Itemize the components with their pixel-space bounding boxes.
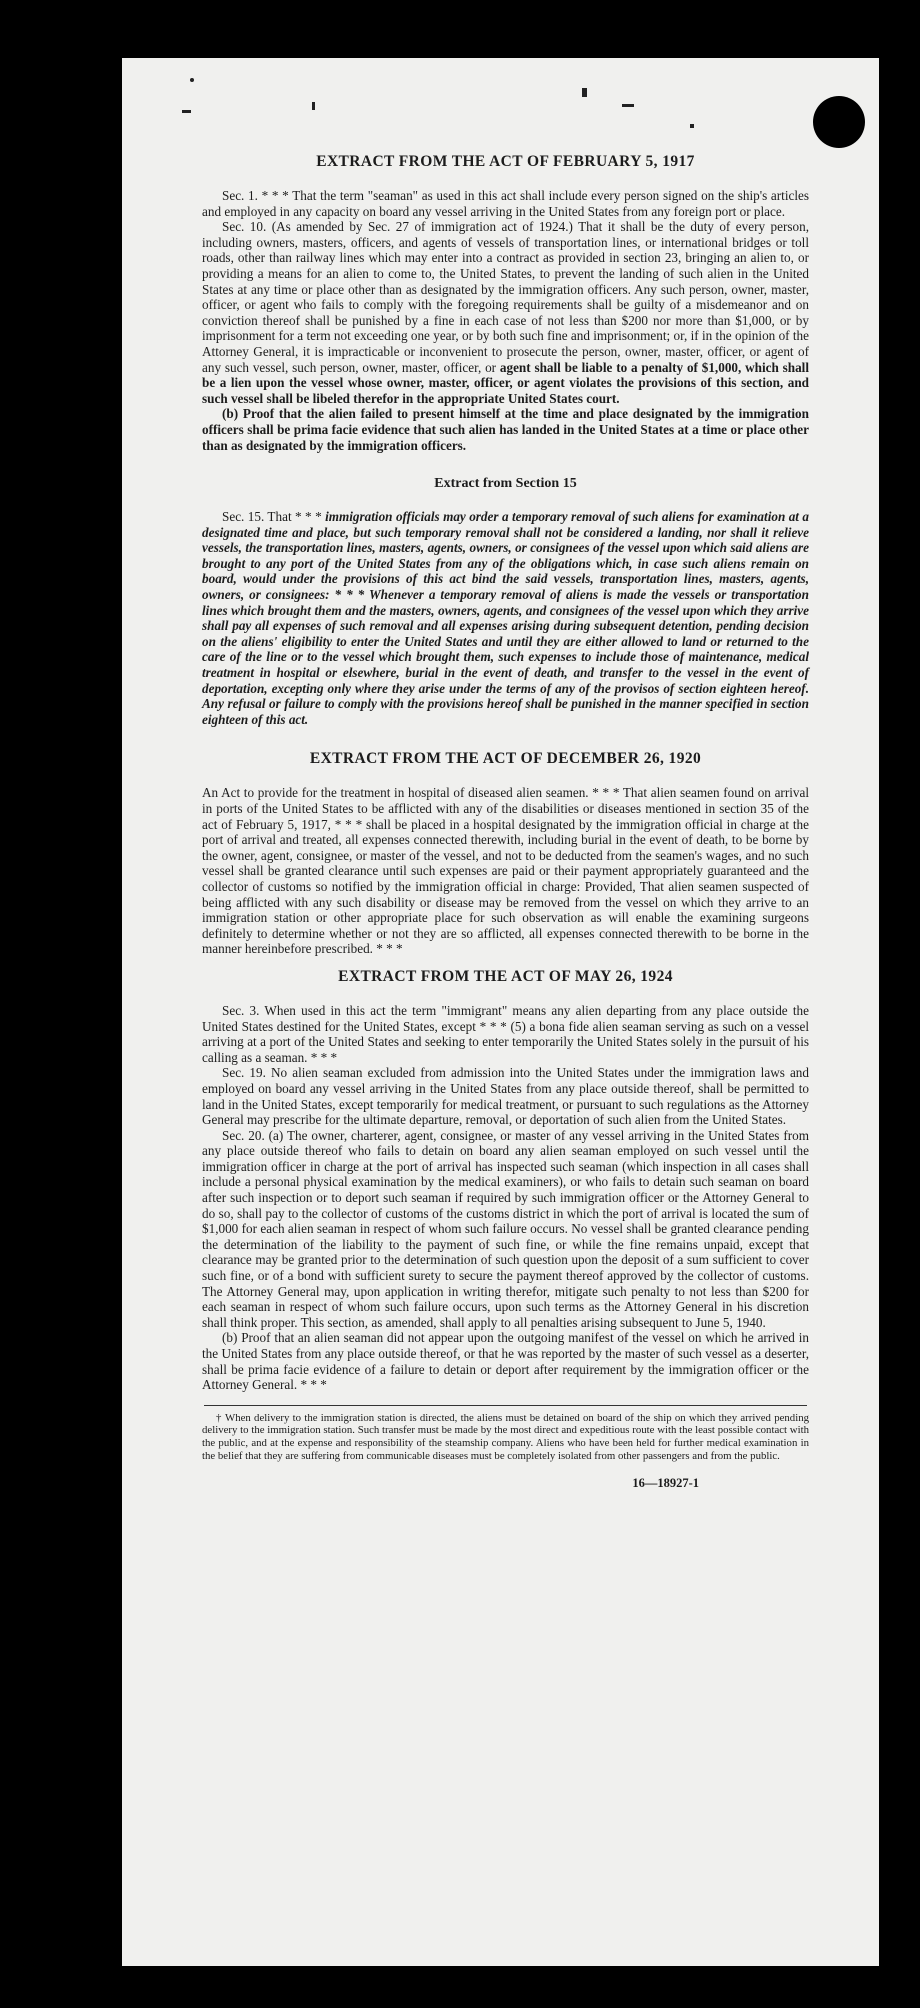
paragraph-sec-19: Sec. 19. No alien seaman excluded from admission into the United States under the immigration laws and employed on board any vessel arriving in the United States from any place outside thereof, shall be permitted to land in the United States, except temporarily for medical treatment, or pursuant to such regulations as the Attorney General may prescribe for the ultimate departure, removal, or deportation of such alien from the United States. <box>202 1065 809 1128</box>
paragraph-sec-15 <box>202 509 809 727</box>
paragraph-act-1920: An Act to provide for the treatment in hospital of diseased alien seamen. * * * That alien seamen found on arrival in ports of the United States to be afflicted with any of the disabilities or diseases mentioned in section 35 of the act of February 5, 1917, * * * shall be placed in a hospital designated by the immigration official in charge at the port of arrival and treated, all expenses connected therewith, including burial in the event of death, to be borne by the owner, agent, consignee, or master of the vessel, and not to be deducted from the seamen's wages, and no such vessel shall be granted clearance until such expenses are paid or their payment appropriately guaranteed and the collector of customs so notified by the immigration official in charge: Provided, That alien seamen suspected of being afflicted with any such disability or disease may be removed from the vessel on which they arrive to an immigration station or other appropriate place for such observation as will enable the examining surgeons definitely to determine whether or not they are so afflicted, all expenses connected therewith to be borne in the manner hereinbefore prescribed. * * * <box>202 785 809 957</box>
sec-15-lead: Sec. 15. That * * * <box>222 509 326 525</box>
paragraph-sec-20a: Sec. 20. (a) The owner, charterer, agent, consignee, or master of any vessel arriving in the United States from any place outside thereof who fails to detain on board any alien seaman employed on such vessel until the immigration officer in charge at the port of arrival has inspected such seaman (which inspection in all cases shall include a personal physical examination by the medical examiners), or who fails to detain such seaman on board after such inspection or to deport such seaman if required by such immigration officer or the Attorney General to do so, shall pay to the collector of customs of the customs district in which the port of arrival is located the sum of $1,000 for each alien seaman in respect of whom such failure occurs. No vessel shall be granted clearance pending the determination of the liability to the payment of such fine, or while the fine remains unpaid, except that clearance may be granted prior to the determination of such question upon the deposit of a sum sufficient to cover such fine, or of a bond with sufficient surety to secure the payment thereof approved by the collector of customs. The Attorney General may, upon application in writing therefor, mitigate such penalty to not less than $200 for each seaman in respect of whom such failure occurs, upon such terms as the Attorney General in his discretion shall think proper. This section, as amended, shall apply to all penalties arising subsequent to June 5, 1940. <box>202 1127 809 1330</box>
footnote-text: † When delivery to the immigration station is directed, the aliens must be detained on board of the ship on which they arrived pending delivery to the immigration station. Such transfer must be made by the most direct and expeditious route with the least possible contact with the public, and at the expense and responsibility of the steamship company. Aliens who have been held for further medical examination in the belief that they are suffering from communicable diseases must be completely isolated from other passengers and from the public. <box>202 1411 809 1462</box>
document-page <box>122 58 879 1966</box>
speck <box>312 102 315 110</box>
document-number: 16—18927-1 <box>632 1476 699 1491</box>
speck <box>582 88 587 97</box>
punch-hole <box>813 96 865 148</box>
speck <box>622 104 634 107</box>
sec-10-bold-text: agent shall be liable to a penalty of $1,000, which shall be a lien upon the vessel whose owner, master, officer, or agent violates the provisions of this section, and such vessel shall be libeled therefor in the appropriate United States court. <box>202 359 810 406</box>
sec-10-text: Sec. 10. (As amended by Sec. 27 of immigration act of 1924.) That it shall be the duty of every person, including owners, masters, officers, and agents of vessels of transportation lines, or international bridges or toll roads, other than railway lines which may enter into a contract as provided in section 23, bringing an alien to, or providing a means for an alien to come to, the United States, to prevent the landing of such alien in the United States at any time or place other than as designated by the immigration officers. Any such person, owner, master, officer, or agent who fails to comply with the foregoing requirements shall be guilty of a misdemeanor and on conviction thereof shall be punished by a fine in each case of not less than $200 nor more than $1,000, or by imprisonment for a term not exceeding one year, or by both such fine and imprisonment; or, if in the opinion of the Attorney General, it is impracticable or inconvenient to prosecute the person, owner, master, officer, or agent of any such vessel, such person, owner, master, officer, or <box>202 219 809 375</box>
speck <box>690 124 694 128</box>
heading-section-15: Extract from Section 15 <box>434 476 577 492</box>
paragraph-proof-b: (b) Proof that the alien failed to present himself at the time and place designated by the immigration officers shall be prima facie evidence that such alien has landed in the United States at a time or place other than as designated by the immigration officers. <box>202 406 809 453</box>
speck <box>190 78 194 82</box>
sec-15-italic-text: immigration officials may order a temporary removal of such aliens for examination at a designated time and place, but such temporary removal shall not be considered a landing, nor shall it relieve vessels, the transportation lines, masters, agents, owners, or consignees of the vessel upon which said aliens are brought to any port of the United States from any of the obligations which, in case such aliens remain on board, would under the provisions of this act bind the said vessels, transportation lines, masters, agents, owners, or consignees: * * * Whenever a temporary removal of aliens is made the vessels or transportation lines which brought them and the masters, owners, agents, and consignees of the vessel upon which they arrive shall pay all expenses of such removal and all expenses arising during subsequent detention, pending decision on the aliens' eligibility to enter the United States and until they are either allowed to land or returned to the care of the line or to the vessel which brought them, such expenses to include those of maintenance, medical treatment in hospital or elsewhere, burial in the event of death, and transfer to the vessel in the event of deportation, excepting only where they arise under the terms of any of the provisos of section eighteen hereof. Any refusal or failure to comply with the provisions hereof shall be punished in the manner specified in section eighteen of this act. <box>202 509 809 727</box>
heading-act-1917: EXTRACT FROM THE ACT OF FEBRUARY 5, 1917 <box>316 153 695 170</box>
paragraph-sec-3: Sec. 3. When used in this act the term "immigrant" means any alien departing from any place outside the United States destined for the United States, except * * * (5) a bona fide alien seaman serving as such on a vessel arriving at a port of the United States and seeking to enter temporarily the United States solely in the pursuit of his calling as a seaman. * * * <box>202 1002 809 1065</box>
heading-act-1924: EXTRACT FROM THE ACT OF MAY 26, 1924 <box>338 967 673 985</box>
heading-act-1920: EXTRACT FROM THE ACT OF DECEMBER 26, 1920 <box>309 750 702 768</box>
footnote-divider <box>204 1405 807 1406</box>
speck <box>182 110 191 113</box>
paragraph-sec-20b: (b) Proof that an alien seaman did not appear upon the outgoing manifest of the vessel on which he arrived in the United States from any place outside thereof, or that he was reported by the master of such vessel as a deserter, shall be prima facie evidence of a failure to detain or deport after requirement by the immigration officer or the Attorney General. * * * <box>202 1330 809 1393</box>
paragraph-sec-1: Sec. 1. * * * That the term "seaman" as used in this act shall include every person signed on the ship's articles and employed in any capacity on board any vessel arriving in the United States from any foreign port or place. <box>202 188 809 219</box>
footnote <box>202 1412 809 1462</box>
paragraph-sec-10 <box>202 219 809 406</box>
